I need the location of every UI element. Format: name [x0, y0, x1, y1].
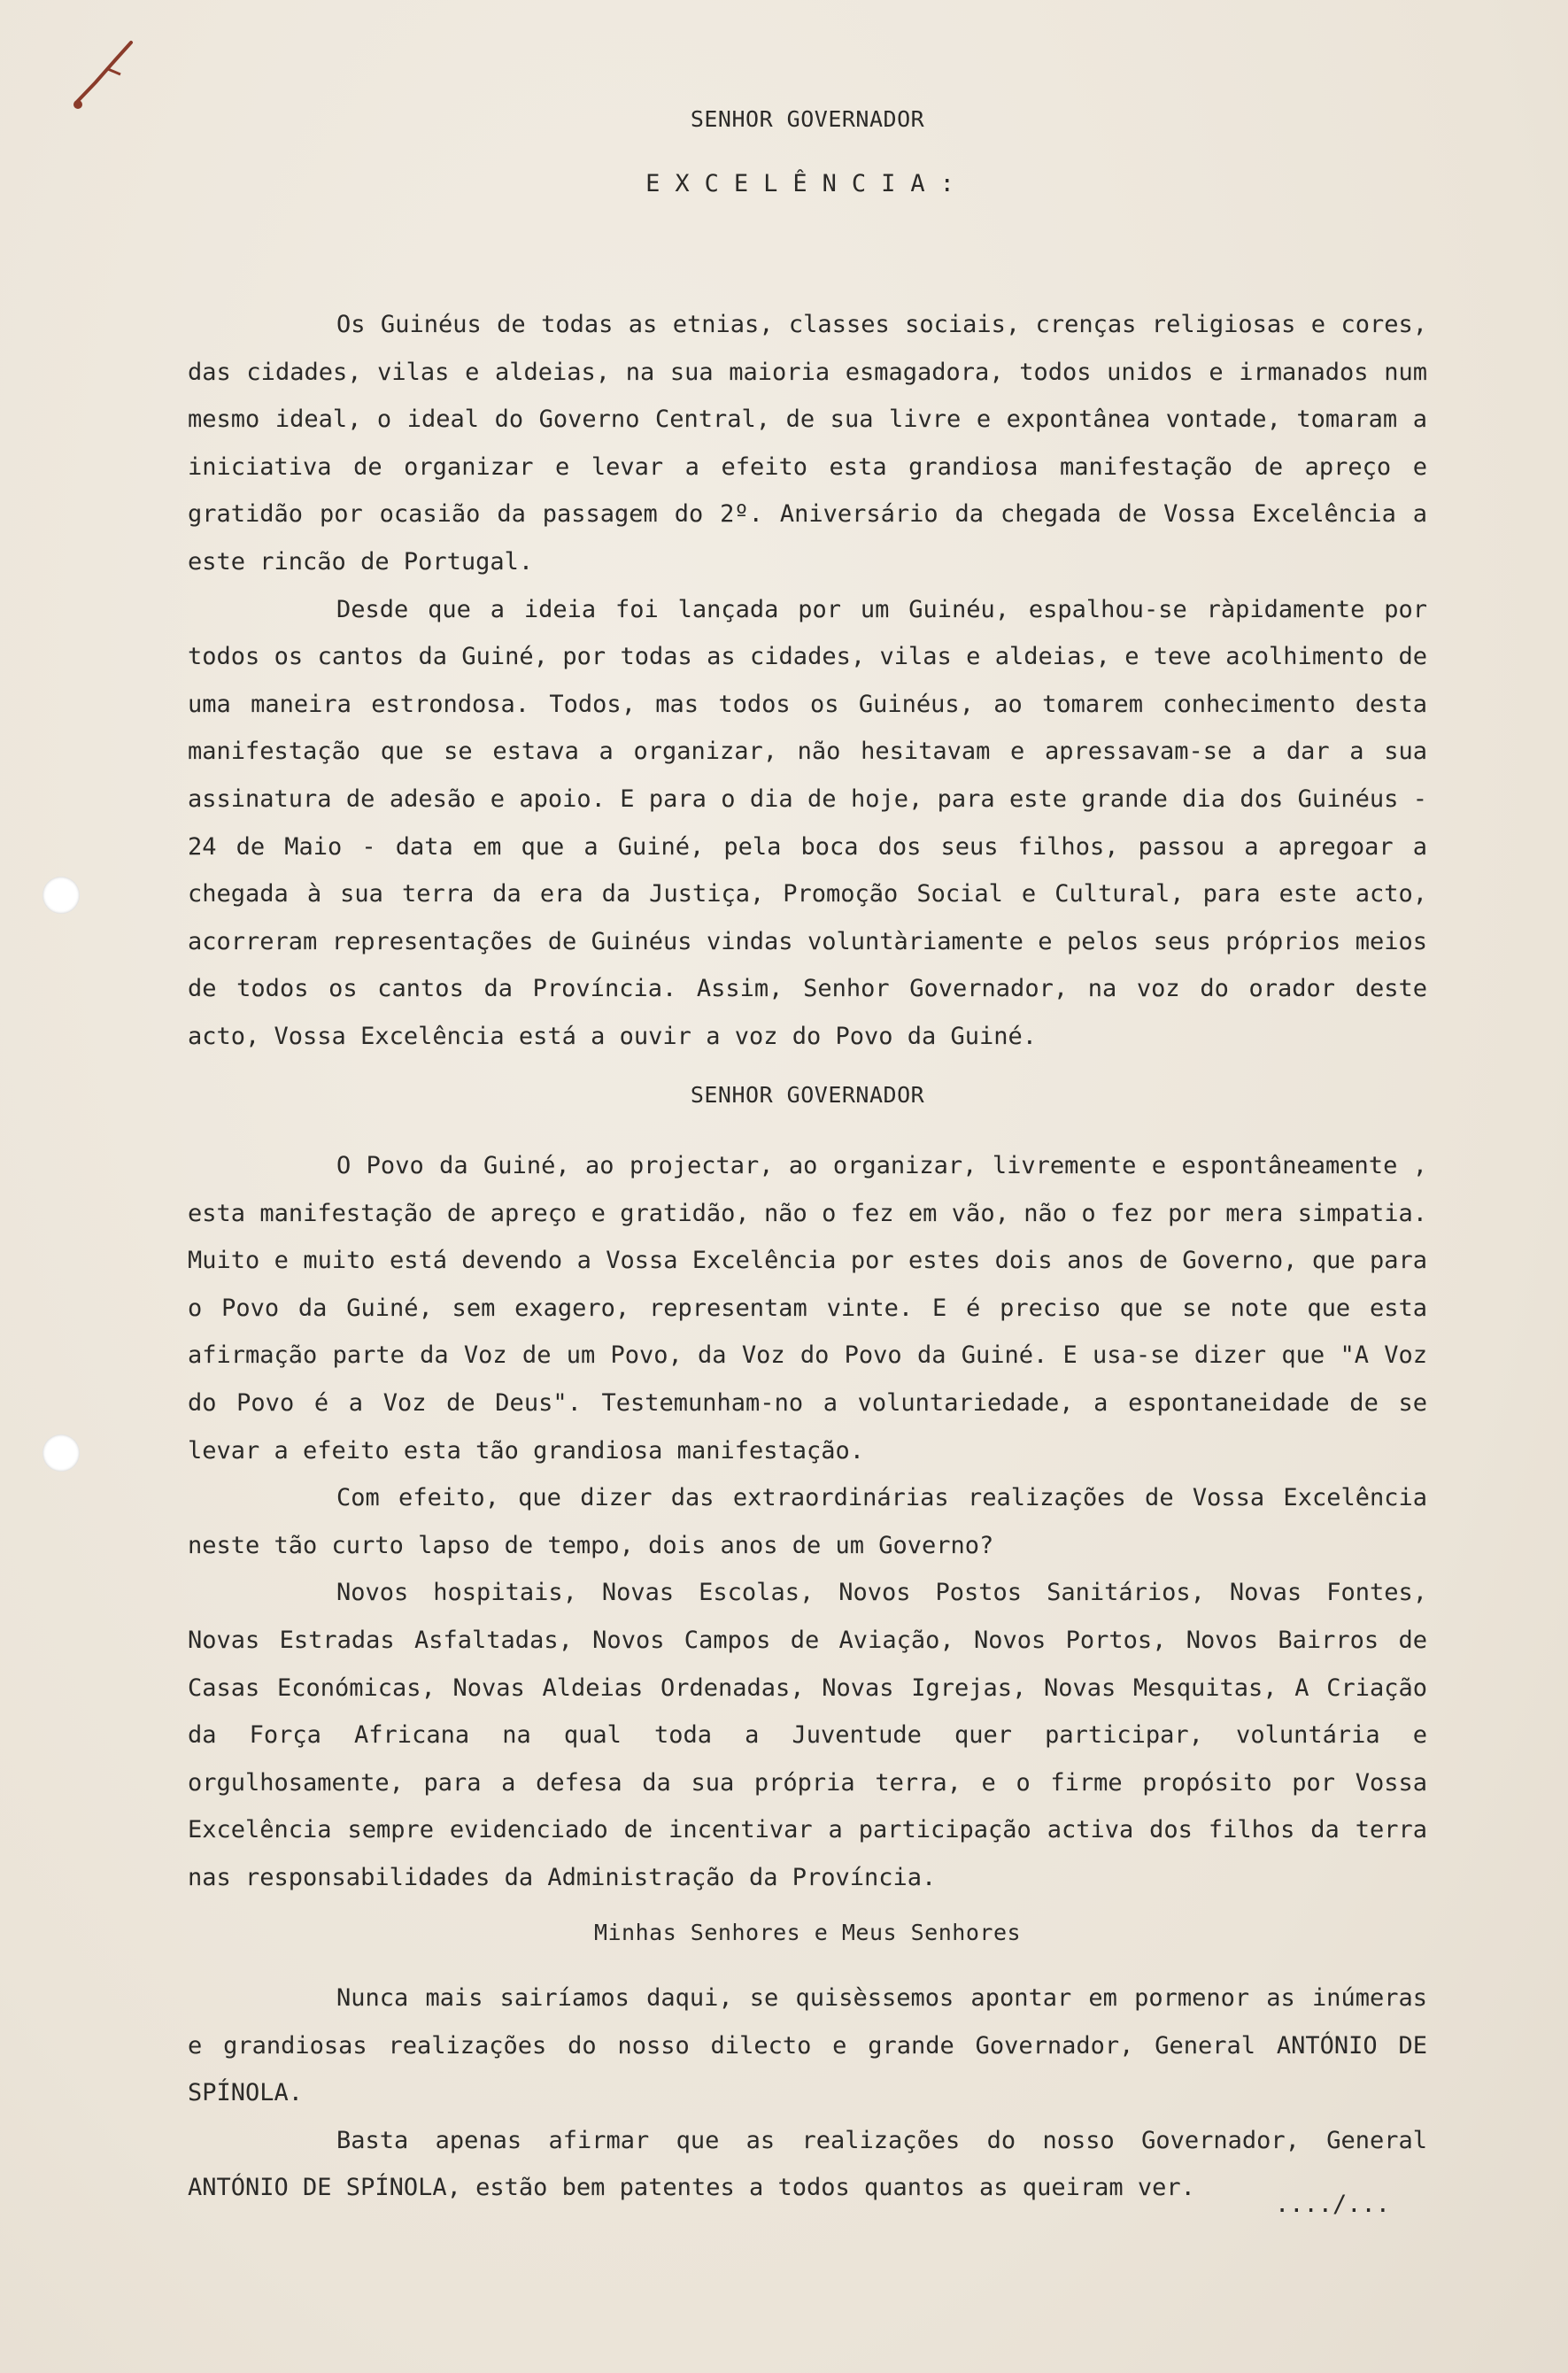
paragraph: O Povo da Guiné, ao projectar, ao organizar, livremente e espontâneamente , esta manifestação de apreço e gratidão, não o fez em vão, não o fez por mera simpatia. Muito e muito está devendo a Vossa Excelência por estes dois anos de Governo, que para o Povo da Guiné, sem exagero, representam vinte. E é preciso que se note que esta afirmação parte da Voz de um Povo, da Voz do Povo da Guiné. E usa-se dizer que "A Voz do Povo é a Voz de Deus". Testemunham-no a voluntariedade, a espontaneidade de se levar a efeito esta tão grandiosa manifestação. [188, 1152, 1427, 1465]
section-3-heading: Minhas Senhores e Meus Senhores [593, 1920, 1022, 1945]
punch-hole [42, 1434, 80, 1472]
excellency-heading: EXCELÊNCIA: [645, 170, 969, 197]
section-2 [188, 1142, 1427, 1902]
salutation-heading: SENHOR GOVERNADOR [690, 106, 925, 132]
paragraph: Desde que a ideia foi lançada por um Guinéu, espalhou-se ràpidamente por todos os cantos da Guiné, por todas as cidades, vilas e aldeias, e teve acolhimento de uma maneira estrondosa. Todos, mas todos os Guinéus, ao tomarem conhecimento desta manifestação que se estava a organizar, não hesitavam e apressavam-se a dar a sua assinatura de adesão e apoio. E para o dia de hoje, para este grande dia dos Guinéus - 24 de Maio - data em que a Guiné, pela boca dos seus filhos, passou a apregoar a chegada à sua terra da era da Justiça, Promoção Social e Cultural, para este acto, acorreram representações de Guinéus vindas voluntàriamente e pelos seus próprios meios de todos os cantos da Província. Assim, Senhor Governador, na voz do orador deste acto, Vossa Excelência está a ouvir a voz do Povo da Guiné. [188, 595, 1427, 1050]
page-continuation-mark: ..../... [1275, 2191, 1391, 2218]
punch-hole [42, 877, 80, 914]
section-1 [188, 301, 1427, 1061]
paragraph: Basta apenas afirmar que as realizações do nosso Governador, General ANTÓNIO DE SPÍNOLA, estão bem patentes a todos quantos as queiram ver. [188, 2126, 1427, 2202]
paragraph: Os Guinéus de todas as etnias, classes sociais, crenças religiosas e cores, das cidades, vilas e aldeias, na sua maioria esmagadora, todos unidos e irmanados num mesmo ideal, o ideal do Governo Central, de sua livre e expontânea vontade, tomaram a iniciativa de organizar e levar a efeito esta grandiosa manifestação de apreço e gratidão por ocasião da passagem do 2º. Aniversário da chegada de Vossa Excelência a este rincão de Portugal. [188, 311, 1427, 576]
paragraph: Novos hospitais, Novas Escolas, Novos Postos Sanitários, Novas Fontes, Novas Estradas Asfaltadas, Novos Campos de Aviação, Novos Portos, Novos Bairros de Casas Económicas, Novas Aldeias Ordenadas, Novas Igrejas, Novas Mesquitas, A Criação da Força Africana na qual toda a Juventude quer participar, voluntária e orgulhosamente, para a defesa da sua própria terra, e o firme propósito por Vossa Excelência sempre evidenciado de incentivar a participação activa dos filhos da terra nas responsabilidades da Administração da Província. [188, 1579, 1427, 1891]
paragraph: Nunca mais sairíamos daqui, se quisèssemos apontar em pormenor as inúmeras e grandiosas realizações do nosso dilecto e grande Governador, General ANTÓNIO DE SPÍNOLA. [188, 1984, 1427, 2107]
section-2-heading: SENHOR GOVERNADOR [690, 1082, 925, 1108]
ink-mark-icon [69, 34, 140, 113]
paragraph: Com efeito, que dizer das extraordinárias realizações de Vossa Excelência neste tão curto lapso de tempo, dois anos de um Governo? [188, 1484, 1427, 1559]
section-3 [188, 1975, 1427, 2212]
